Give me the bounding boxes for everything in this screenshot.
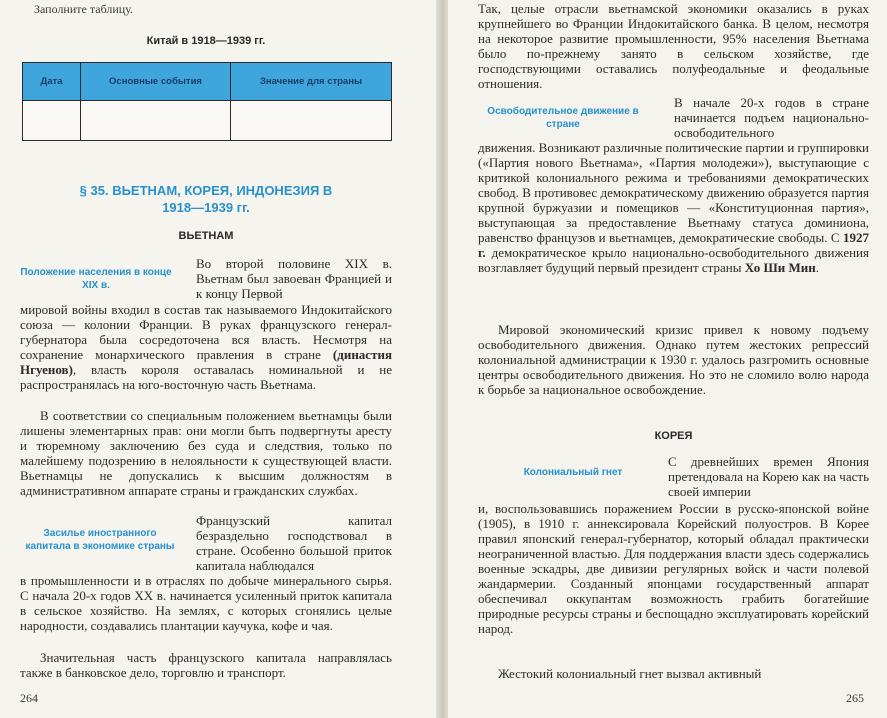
- subhead-vietnam: ВЬЕТНАМ: [178, 230, 234, 242]
- text-span: движения. Возникают различные политические партии и группировки («Партия нового Вьетнама», «Партия молодежи»), выступающие с критикой колониального режима и требованиями демократических свобод. В противовес демократическому движению образуется партия крупной буржуазии и помещиков — «Конституционная партия», выступающая за предоставление Вьетнаму статуса доминиона, равенство французов и вьетнамцев, демократические свободы. С: [478, 140, 869, 245]
- left-page: [0, 0, 440, 718]
- text-span: Вьетнам был завоеван Францией и к концу Первой: [196, 271, 392, 301]
- text-span: демократическое крыло национально-освободительного движения возглавляет будущий первый президент страны: [478, 245, 869, 275]
- table-header-row: [23, 63, 392, 101]
- page-number-left: 264: [20, 691, 38, 705]
- paragraph-2: В соответствии со специальным положением вьетнамцы были лишены элементарных прав: они могли быть подвергнуты аресту и тюремному заключению без суда и следствия, только по малейшему подозрению в нелояльности к существующей власти. Вьетнамцы не допускались к высшим должностям в административном аппарате страны и гражданских службах.: [20, 408, 392, 498]
- instruction-text: Заполните таблицу.: [34, 2, 133, 16]
- dynasty-bold: (династия Нгуенов): [20, 347, 392, 377]
- section-title: [20, 182, 392, 216]
- text-span: мировой войны входил в состав так называемого Индокитайского союза — колонии Франции. В руках французского генерал-губернатора была сосредоточена вся власть. Несмотря на сохранение монархического правления в стране: [20, 302, 392, 362]
- right-paragraph-1: [478, 140, 869, 275]
- right-paragraph-0: Так, целые отрасли вьетнамской экономики оказались в руках крупнейшего во Франции Индокитайского банка. В целом, несмотря на некоторое развитие промышленности, 95% населения Вьетнама было по-прежнему занято в сельском хозяйстве, где господствующими оставались полуфеодальные и феодальные отношения.: [478, 1, 869, 91]
- side-heading-oppression: Колониальный гнет: [523, 467, 623, 478]
- text-span: , власть короля оставалась номинальной и не распространялась на юго-восточную часть Вьетнама.: [20, 362, 392, 392]
- paragraph-3: в промышленности и в отраслях по добыче минерального сырья. С начала 20-х годов XX в. начинается усиленный приток капитала в сельское хозяйство. На землях, с которых сгонялись целые народности, создавались плантации каучука, кофе и чая.: [20, 573, 392, 633]
- header-significance: Значение для страны: [231, 63, 392, 101]
- paragraph-1-top: [196, 256, 392, 301]
- side-heading-capital: Засилье иностранного капитала в экономике страны: [25, 528, 175, 552]
- subhead-korea: КОРЕЯ: [654, 430, 693, 442]
- side-heading-liberation: Освободительное движение в стране: [487, 106, 639, 130]
- right-page: [448, 0, 887, 718]
- header-date: Дата: [23, 63, 81, 101]
- section-title-line1: § 35. ВЬЕТНАМ, КОРЕЯ, ИНДОНЕЗИЯ В: [79, 183, 333, 198]
- header-events: Основные события: [81, 63, 231, 101]
- right-paragraph-1-top: В начале 20-х годов в стране начинается подъем национально-освободительного: [674, 95, 869, 140]
- fill-in-table: [22, 62, 392, 141]
- table-cell-empty[interactable]: [81, 101, 231, 141]
- name-bold: Хо Ши Мин: [744, 260, 816, 275]
- table-title: Китай в 1918—1939 гг.: [146, 35, 266, 47]
- paragraph-1: [20, 302, 392, 392]
- text-span: Во второй половине XIX в.: [196, 256, 392, 271]
- right-paragraph-3-top: С древнейших времен Япония претендовала на Корею как на часть своей империи: [668, 454, 869, 499]
- right-paragraph-4: Жестокий колониальный гнет вызвал активный: [498, 666, 762, 681]
- paragraph-3-top: Французский капитал безраздельно господствовал в стране. Особенно большой приток капитала наблюдался: [196, 513, 392, 573]
- side-heading-population: Положение населения в конце XIX в.: [20, 267, 172, 291]
- right-paragraph-3: и, воспользовавшись поражением России в русско-японской войне (1905), в 1910 г. аннексировала Корейский полуостров. В Корее правил японский генерал-губернатор, который обладал практически неограниченной властью. Для поддержания власти здесь содержались военные эскадры, две дивизии регулярных войск и части полевой жандармерии. Созданный японцами государственный аппарат обеспечивал оккупантам возможность грабить богатейшие природные ресурсы страны и беспощадно эксплуатировать корейский народ.: [478, 501, 869, 636]
- paragraph-4: Значительная часть французского капитала направлялась также в банковское дело, торговлю и транспорт.: [20, 650, 392, 680]
- table-row: [23, 101, 392, 141]
- table-cell-empty[interactable]: [23, 101, 81, 141]
- text-span: .: [815, 260, 819, 275]
- table-cell-empty[interactable]: [231, 101, 392, 141]
- page-number-right: 265: [846, 691, 864, 705]
- right-paragraph-2: Мировой экономический кризис привел к новому подъему освободительного движения. Однако путем жестоких репрессий колониальной администрации к 1930 г. удалось разгромить основные центры освободительного движения. Но это не сломило волю народа к борьбе за национальное освобождение.: [478, 322, 869, 397]
- section-title-line2: 1918—1939 гг.: [162, 200, 250, 215]
- year-bold: 1927 г.: [478, 230, 869, 260]
